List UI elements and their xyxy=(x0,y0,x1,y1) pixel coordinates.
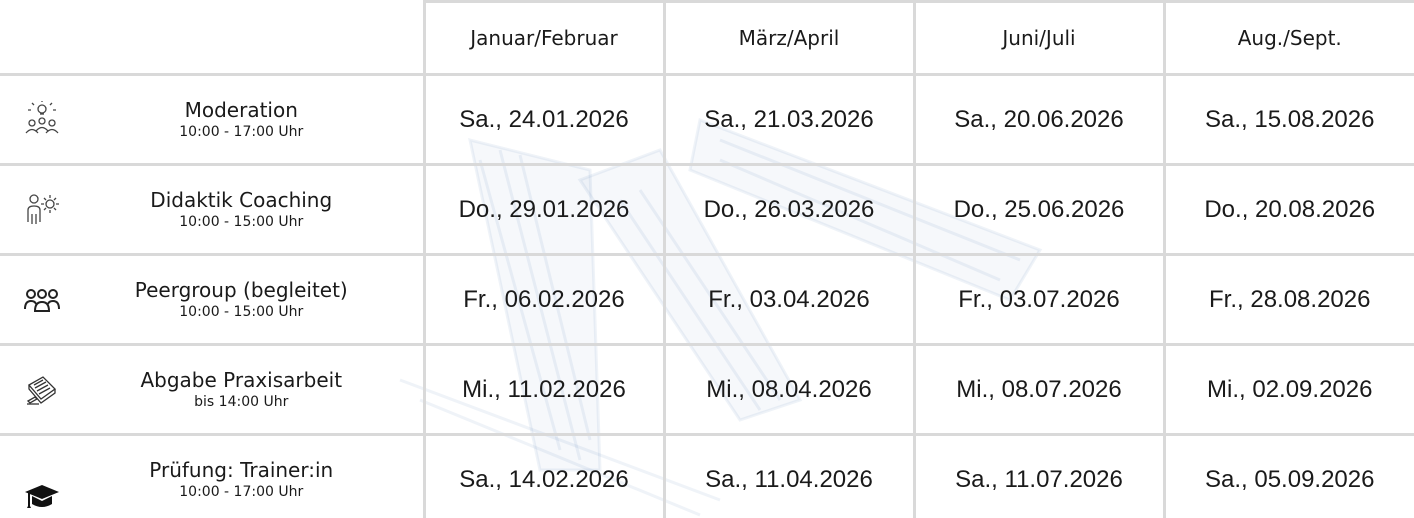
course-cell xyxy=(0,345,424,435)
date-cell: Mi., 11.02.2026 xyxy=(424,345,664,435)
course-cell xyxy=(0,165,424,255)
column-header: Januar/Februar xyxy=(424,2,664,75)
course-time: 10:00 - 15:00 Uhr xyxy=(179,304,304,321)
course-name: Prüfung: Trainer:in xyxy=(149,458,334,483)
date-cell: Fr., 28.08.2026 xyxy=(1164,255,1414,345)
date-cell: Fr., 03.04.2026 xyxy=(664,255,914,345)
date-cell: Fr., 06.02.2026 xyxy=(424,255,664,345)
date-cell: Mi., 02.09.2026 xyxy=(1164,345,1414,435)
course-cell xyxy=(0,435,424,518)
header-row xyxy=(0,2,1414,75)
date-cell: Mi., 08.04.2026 xyxy=(664,345,914,435)
graduation-cap-icon xyxy=(22,477,62,517)
course-time: 10:00 - 17:00 Uhr xyxy=(179,484,304,501)
date-cell: Do., 29.01.2026 xyxy=(424,165,664,255)
column-header: Aug./Sept. xyxy=(1164,2,1414,75)
date-cell: Do., 25.06.2026 xyxy=(914,165,1164,255)
date-cell: Sa., 15.08.2026 xyxy=(1164,75,1414,165)
course-cell xyxy=(0,75,424,165)
course-time: bis 14:00 Uhr xyxy=(194,394,289,411)
document-pen-icon xyxy=(22,370,62,410)
lightbulb-team-icon xyxy=(22,100,62,140)
group-icon xyxy=(22,280,62,320)
date-cell: Do., 26.03.2026 xyxy=(664,165,914,255)
column-header: März/April xyxy=(664,2,914,75)
person-gear-icon xyxy=(22,190,62,230)
course-name: Moderation xyxy=(184,98,298,123)
date-cell: Sa., 11.04.2026 xyxy=(664,435,914,518)
date-cell: Sa., 14.02.2026 xyxy=(424,435,664,518)
date-cell: Mi., 08.07.2026 xyxy=(914,345,1164,435)
column-header: Juni/Juli xyxy=(914,2,1164,75)
date-cell: Do., 20.08.2026 xyxy=(1164,165,1414,255)
table-row xyxy=(0,345,1414,435)
date-cell: Fr., 03.07.2026 xyxy=(914,255,1164,345)
table-row xyxy=(0,435,1414,518)
course-name: Peergroup (begleitet) xyxy=(134,278,348,303)
date-cell: Sa., 05.09.2026 xyxy=(1164,435,1414,518)
course-name: Didaktik Coaching xyxy=(150,188,333,213)
corner-cell xyxy=(0,2,424,75)
course-time: 10:00 - 17:00 Uhr xyxy=(179,124,304,141)
course-name: Abgabe Praxisarbeit xyxy=(140,368,343,393)
course-cell xyxy=(0,255,424,345)
course-time: 10:00 - 15:00 Uhr xyxy=(179,214,304,231)
table-row xyxy=(0,75,1414,165)
date-cell: Sa., 24.01.2026 xyxy=(424,75,664,165)
date-cell: Sa., 20.06.2026 xyxy=(914,75,1164,165)
date-cell: Sa., 11.07.2026 xyxy=(914,435,1164,518)
date-cell: Sa., 21.03.2026 xyxy=(664,75,914,165)
table-row xyxy=(0,255,1414,345)
table-row xyxy=(0,165,1414,255)
